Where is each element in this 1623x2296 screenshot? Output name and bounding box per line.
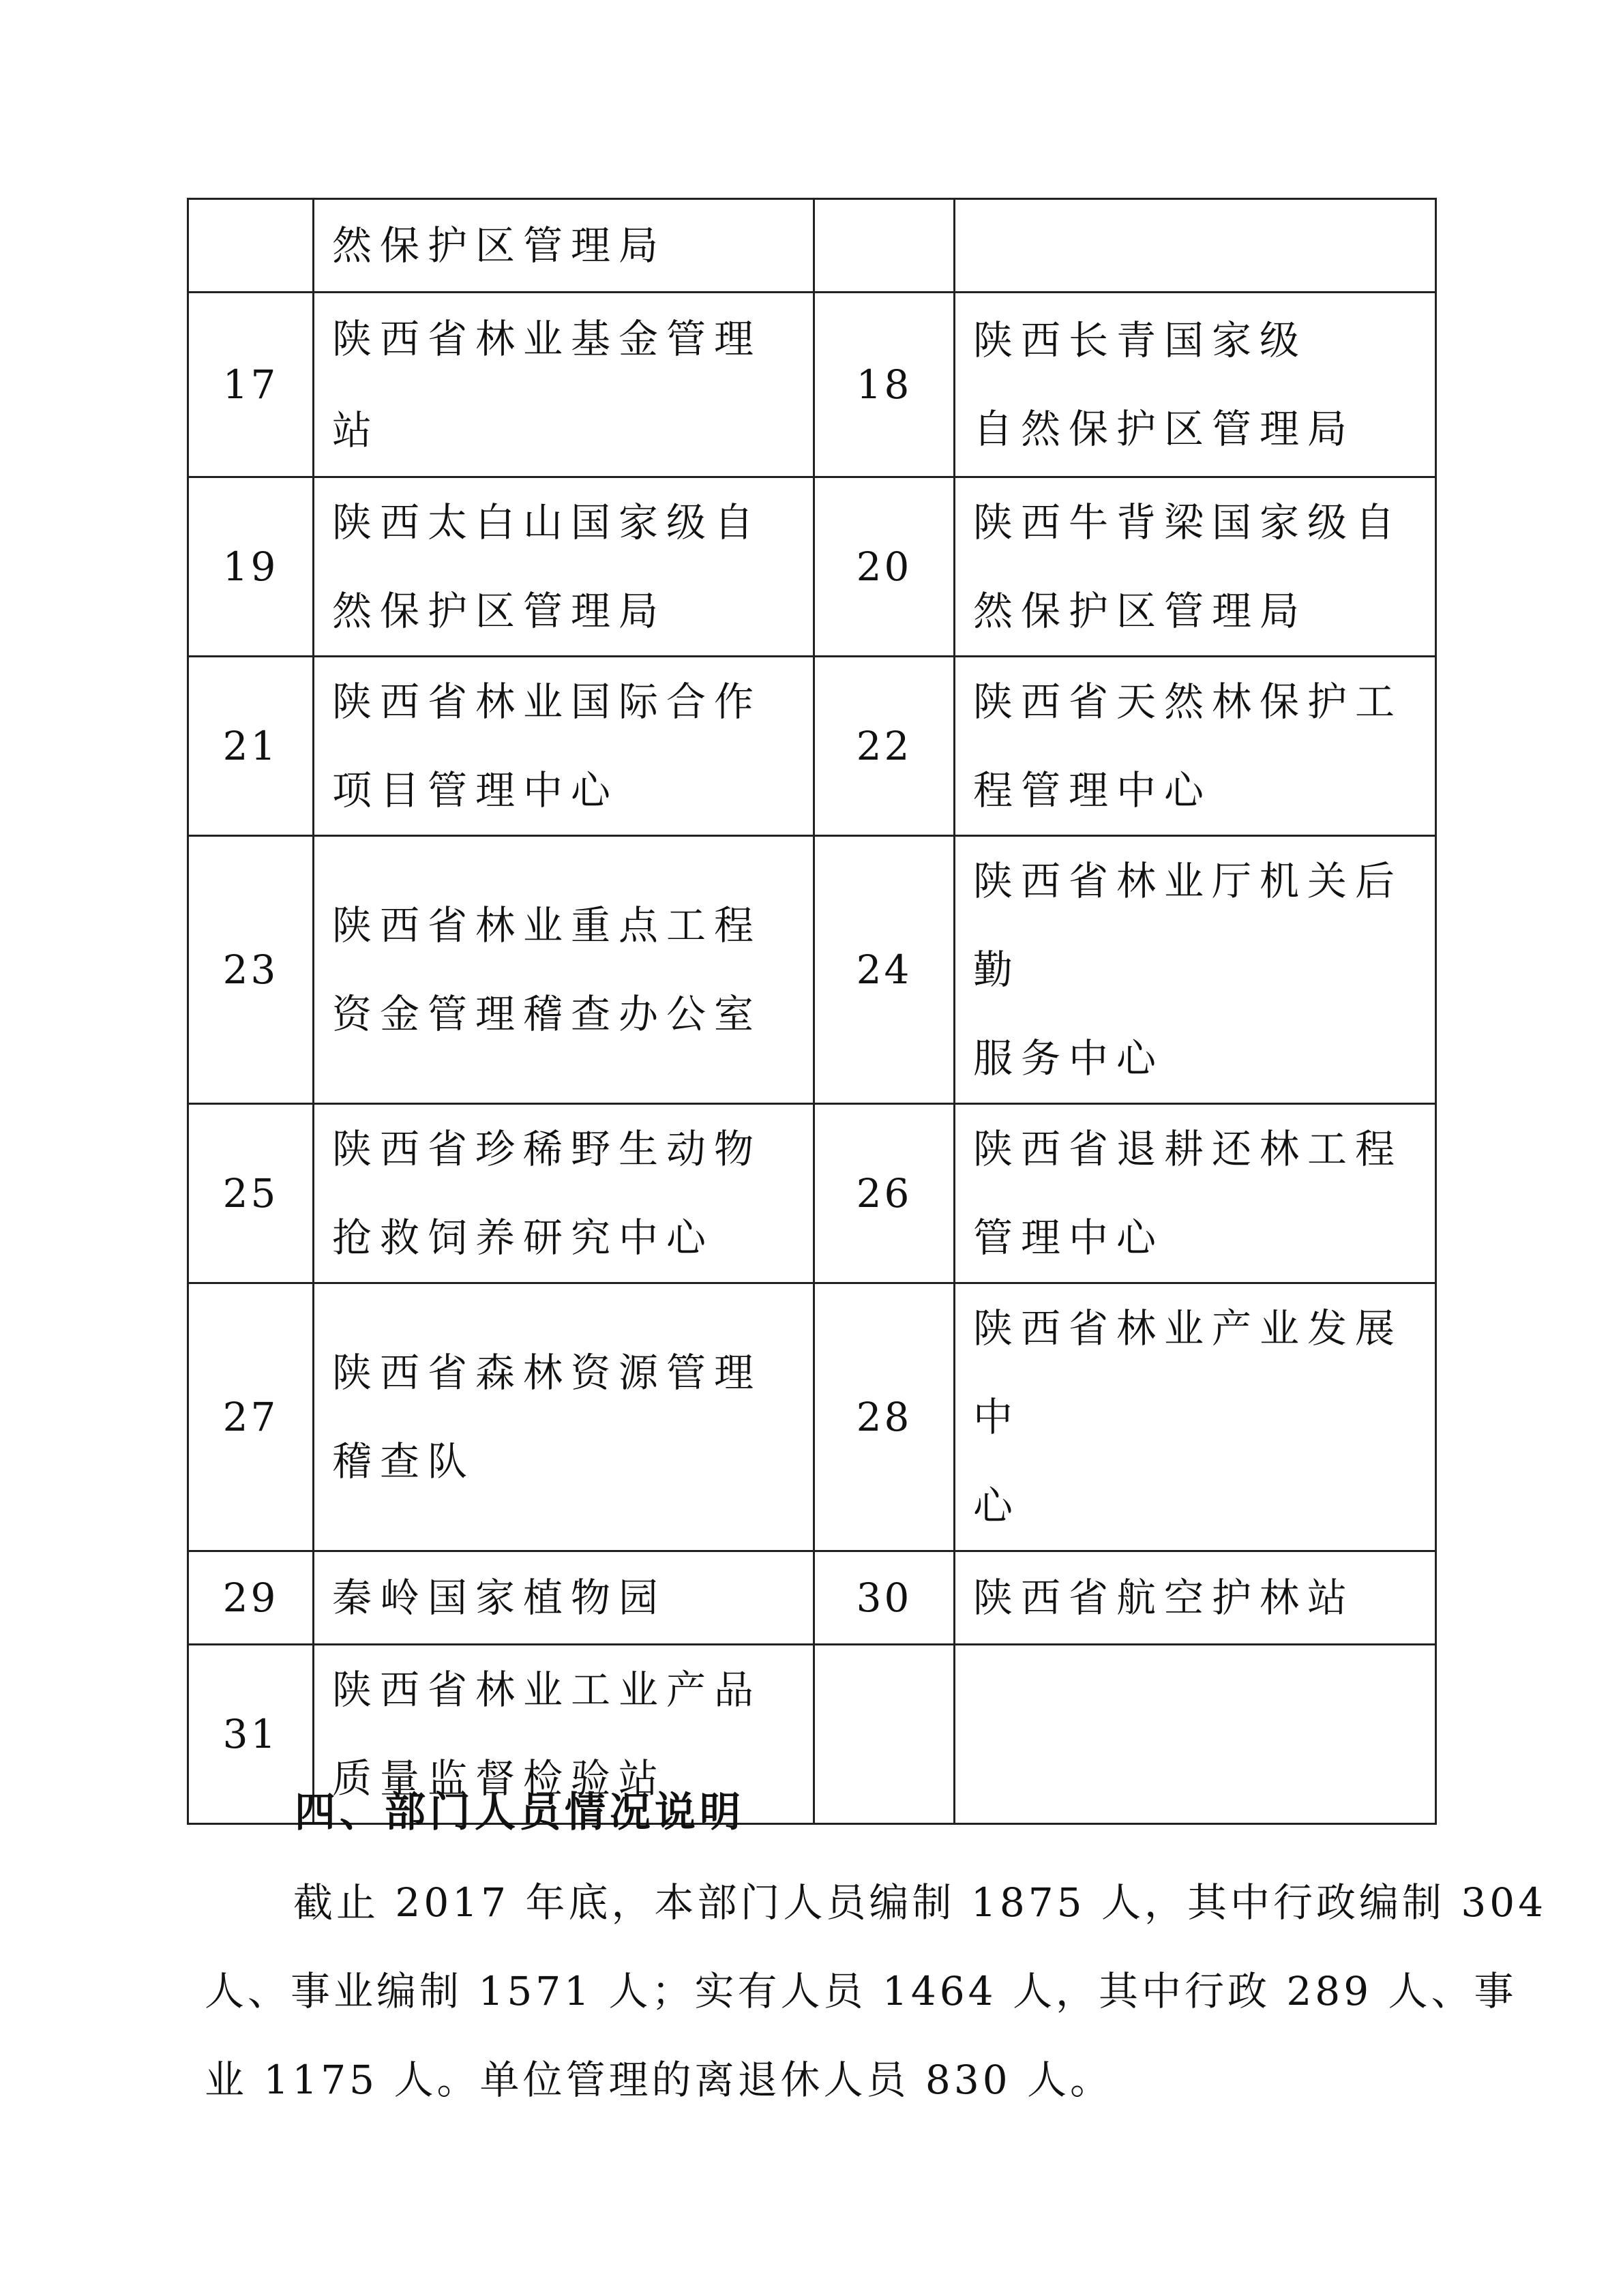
unit-number: 19	[188, 477, 314, 657]
unit-number: 24	[814, 836, 955, 1104]
unit-table	[187, 198, 1437, 1825]
unit-name: 陕西长青国家级 自然保护区管理局	[955, 293, 1436, 477]
unit-name: 陕西省航空护林站	[955, 1551, 1436, 1645]
unit-table-body	[188, 199, 1436, 1824]
unit-number: 26	[814, 1104, 955, 1283]
unit-name: 陕西太白山国家级自 然保护区管理局	[314, 477, 814, 657]
unit-number	[814, 1645, 955, 1824]
unit-number: 27	[188, 1283, 314, 1551]
unit-name: 陕西省林业重点工程 资金管理稽查办公室	[314, 836, 814, 1104]
unit-name: 陕西省退耕还林工程 管理中心	[955, 1104, 1436, 1283]
section-title: 四、部门人员情况说明	[295, 1789, 745, 1836]
table-row	[188, 477, 1436, 657]
unit-name: 陕西省林业基金管理站	[314, 293, 814, 477]
unit-number: 29	[188, 1551, 314, 1645]
unit-name	[955, 1645, 1436, 1824]
unit-number: 23	[188, 836, 314, 1104]
unit-name: 陕西省森林资源管理 稽查队	[314, 1283, 814, 1551]
unit-number: 31	[188, 1645, 314, 1824]
unit-number: 25	[188, 1104, 314, 1283]
unit-number: 20	[814, 477, 955, 657]
paragraph-line: 截止 2017 年底，本部门人员编制 1875 人，其中行政编制 304	[293, 1879, 1547, 1926]
unit-number: 22	[814, 657, 955, 836]
unit-name: 然保护区管理局	[314, 199, 814, 293]
table-row	[188, 836, 1436, 1104]
unit-name: 陕西省天然林保护工 程管理中心	[955, 657, 1436, 836]
unit-number: 21	[188, 657, 314, 836]
table-row	[188, 657, 1436, 836]
unit-name: 秦岭国家植物园	[314, 1551, 814, 1645]
paragraph-line: 人、事业编制 1571 人；实有人员 1464 人，其中行政 289 人、事	[205, 1968, 1517, 2014]
unit-name: 陕西省珍稀野生动物 抢救饲养研究中心	[314, 1104, 814, 1283]
unit-name: 陕西省林业国际合作 项目管理中心	[314, 657, 814, 836]
unit-number: 18	[814, 293, 955, 477]
unit-name: 陕西省林业工业产品 质量监督检验站	[314, 1645, 814, 1824]
unit-name: 陕西牛背梁国家级自 然保护区管理局	[955, 477, 1436, 657]
table-row	[188, 1551, 1436, 1645]
unit-number: 17	[188, 293, 314, 477]
staffing-paragraph	[205, 1858, 1547, 2124]
unit-number	[188, 199, 314, 293]
unit-name	[955, 199, 1436, 293]
unit-number: 30	[814, 1551, 955, 1645]
paragraph-line: 业 1175 人。单位管理的离退休人员 830 人。	[205, 2057, 1114, 2103]
table-row	[188, 1104, 1436, 1283]
table-row	[188, 199, 1436, 293]
table-row	[188, 1283, 1436, 1551]
unit-name: 陕西省林业厅机关后勤 服务中心	[955, 836, 1436, 1104]
unit-name: 陕西省林业产业发展中 心	[955, 1283, 1436, 1551]
unit-number: 28	[814, 1283, 955, 1551]
table-row	[188, 293, 1436, 477]
unit-number	[814, 199, 955, 293]
